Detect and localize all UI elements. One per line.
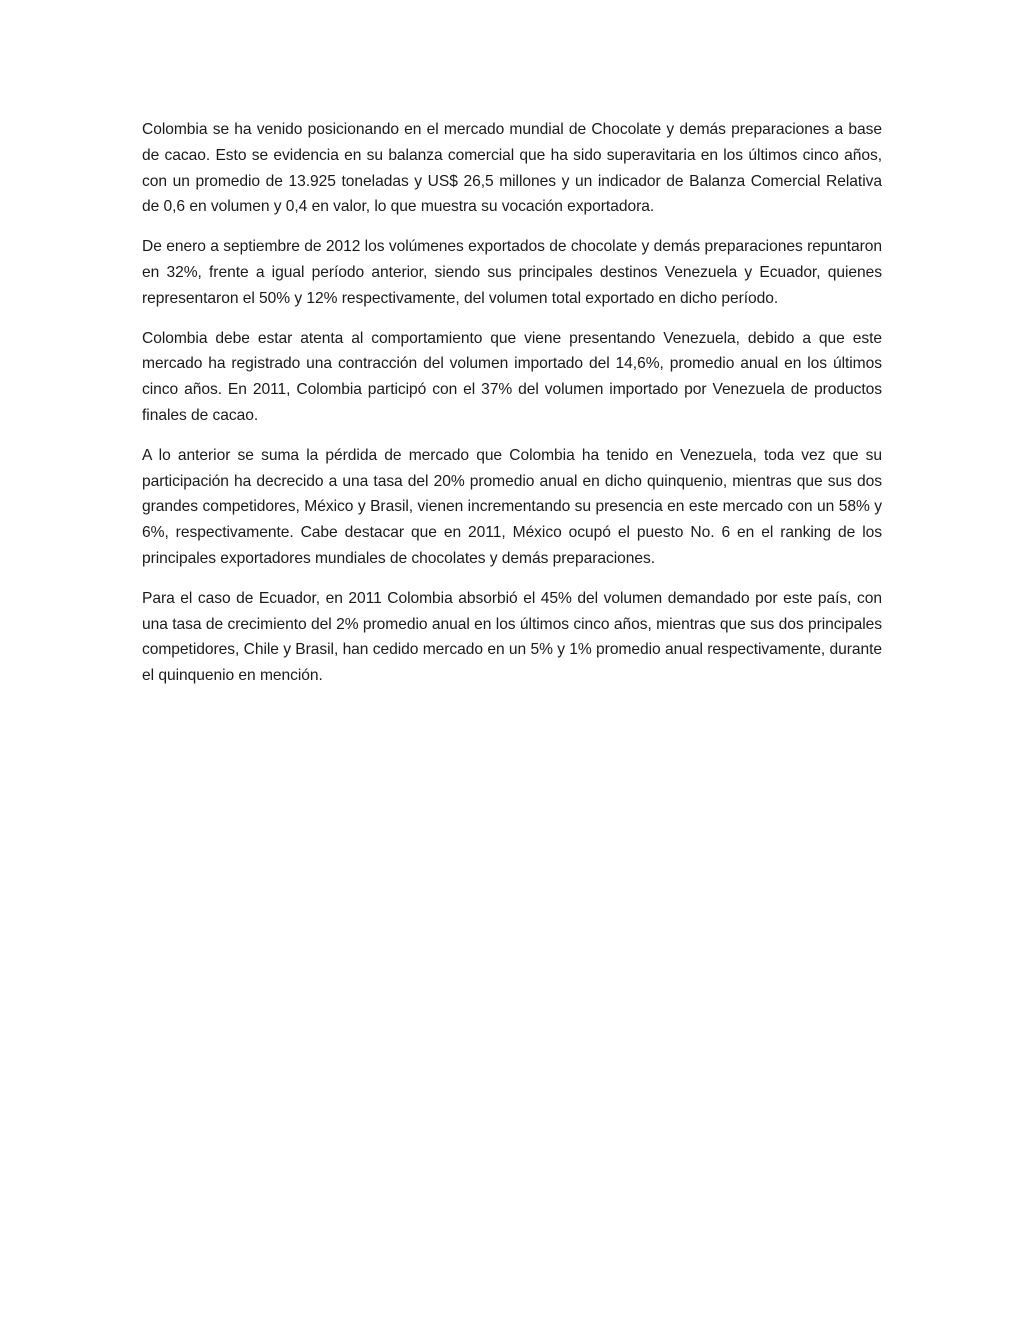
paragraph-exportaciones-2012: De enero a septiembre de 2012 los volúmenes exportados de chocolate y demás preparaciones repuntaron en 32%, frente a igual período anterior, siendo sus principales destinos Venezuela y Ecuador, quienes representaron el 50% y 12% respectivamente, del volumen total exportado en dicho período. (142, 238, 882, 307)
paragraph-ecuador: Para el caso de Ecuador, en 2011 Colombia absorbió el 45% del volumen demandado por este país, con una tasa de crecimiento del 2% promedio anual en los últimos cinco años, mientras que sus dos principales competidores, Chile y Brasil, han cedido mercado en un 5% y 1% promedio anual respectivamente, durante el quinquenio en mención. (142, 589, 882, 685)
paragraph-perdida-mercado: A lo anterior se suma la pérdida de mercado que Colombia ha tenido en Venezuela, toda vez que su participación ha decrecido a una tasa del 20% promedio anual en dicho quinquenio, mientras que sus dos grandes competidores, México y Brasil, vienen incrementando su presencia en este mercado con un 58% y 6%, respectivamente. Cabe destacar que en 2011, México ocupó el puesto No. 6 en el ranking de los principales exportadores mundiales de chocolates y demás preparaciones. (142, 446, 882, 567)
paragraph-venezuela-contraccion: Colombia debe estar atenta al comportamiento que viene presentando Venezuela, debido a que este mercado ha registrado una contracción del volumen importado del 14,6%, promedio anual en los últimos cinco años. En 2011, Colombia participó con el 37% del volumen importado por Venezuela de productos finales de cacao. (142, 329, 882, 424)
paragraph-balanza-comercial: Colombia se ha venido posicionando en el mercado mundial de Chocolate y demás preparaciones a base de cacao. Esto se evidencia en su balanza comercial que ha sido superavitaria en los últimos cinco años, con un promedio de 13.925 toneladas y US$ 26,5 millones y un indicador de Balanza Comercial Relativa de 0,6 en volumen y 0,4 en valor, lo que muestra su vocación exportadora. (142, 121, 882, 216)
document-body (142, 117, 882, 703)
